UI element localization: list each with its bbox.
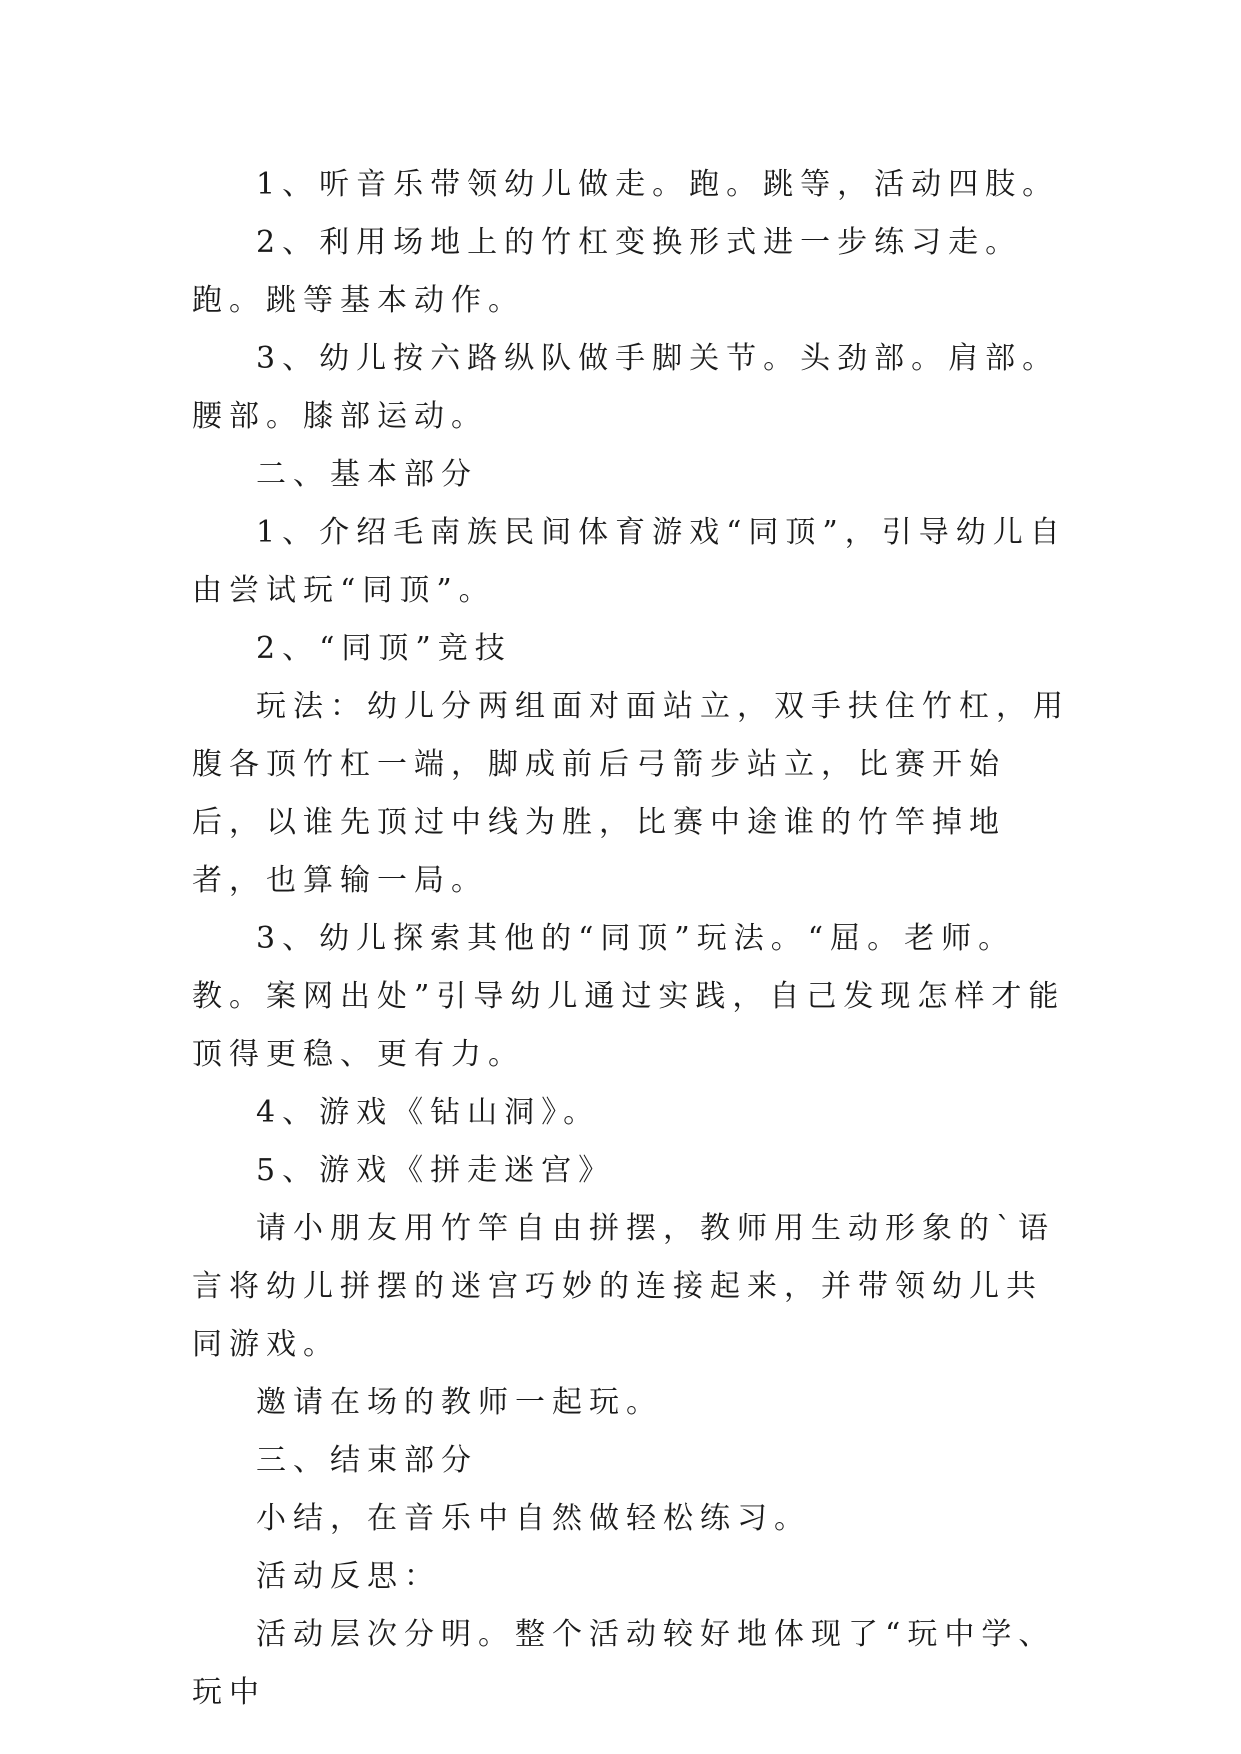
paragraph: 请小朋友用竹竿自由拼摆，教师用生动形象的`语言将幼儿拼摆的迷宫巧妙的连接起来，并带领幼儿共同游戏。 [192,1211,1055,1362]
paragraph: 邀请在场的教师一起玩。 [256,1385,663,1420]
paragraph: 小结，在音乐中自然做轻松练习。 [256,1501,811,1536]
paragraph: 玩法：幼儿分两组面对面站立，双手扶住竹杠，用腹各顶竹杠一端，脚成前后弓箭步站立，比赛开始后，以谁先顶过中线为胜，比赛中途谁的竹竿掉地者，也算输一局。 [192,689,1070,898]
paragraph: 3、幼儿按六路纵队做手脚关节。头劲部。肩部。腰部。膝部运动。 [192,341,1060,434]
section-heading: 二、基本部分 [256,457,478,492]
paragraph: 活动反思： [256,1559,441,1594]
paragraph: 2、利用场地上的竹杠变换形式进一步练习走。跑。跳等基本动作。 [192,225,1023,318]
paragraph: 1、介绍毛南族民间体育游戏“同顶”，引导幼儿自由尝试玩“同顶”。 [192,515,1067,608]
paragraph: 5、游戏《拼走迷宫》 [256,1153,616,1188]
paragraph: 3、幼儿探索其他的“同顶”玩法。“屈。老师。教。案网出处”引导幼儿通过实践，自己发现怎样才能顶得更稳、更有力。 [192,921,1066,1072]
section-heading: 三、结束部分 [256,1443,478,1478]
document-body [192,156,1072,1722]
paragraph: 1、听音乐带领幼儿做走。跑。跳等，活动四肢。 [256,167,1060,202]
paragraph: 4、游戏《钻山洞》。 [256,1095,601,1130]
paragraph: 2、“同顶”竞技 [256,631,512,666]
paragraph: 活动层次分明。整个活动较好地体现了“玩中学、玩中 [192,1617,1056,1710]
